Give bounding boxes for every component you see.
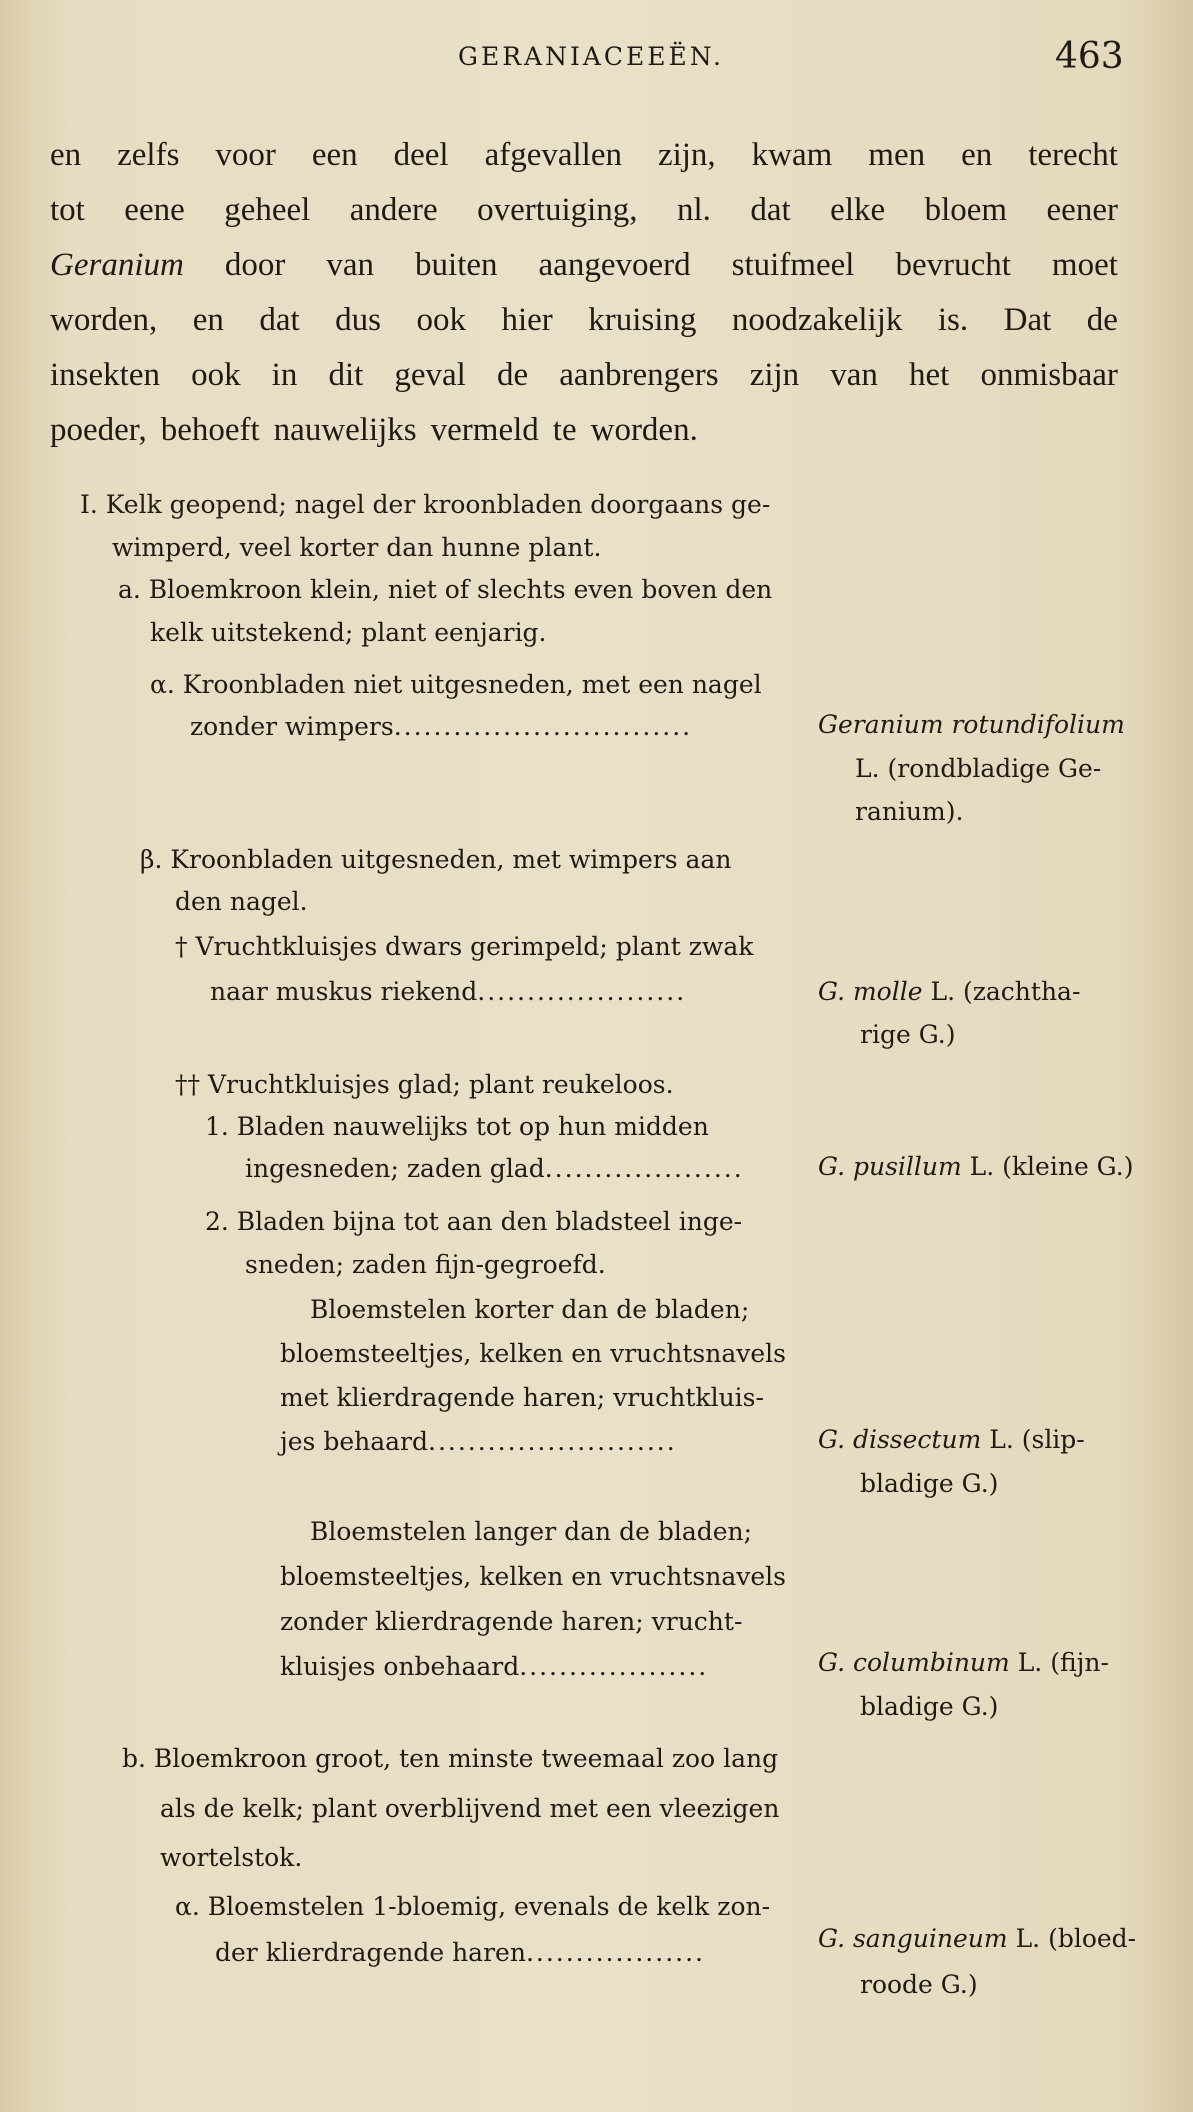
word: van	[326, 247, 375, 283]
key-double-dagger-line-1: †† Vruchtkluisjes glad; plant reukeloos.	[175, 1070, 674, 1099]
species-name: G. columbinum	[818, 1648, 1010, 1677]
word: door	[224, 247, 286, 283]
species-name: G. molle	[818, 977, 923, 1006]
word: de	[496, 357, 529, 393]
species-name: G. sanguineum	[818, 1924, 1008, 1953]
species-name: G. dissectum	[818, 1425, 982, 1454]
word: een	[311, 137, 358, 173]
species-columbinum	[818, 1646, 1109, 1680]
word: is.	[937, 302, 969, 338]
word: kruising	[588, 302, 697, 338]
key-text: jes behaard	[280, 1427, 428, 1456]
word: en	[192, 302, 224, 338]
species-rotundifolium-vernacular-1: L. (rondbladige Ge-	[855, 754, 1102, 783]
word: dit	[328, 357, 364, 393]
word: Dat	[1003, 302, 1052, 338]
word: zelfs	[117, 137, 180, 173]
word: buiten	[415, 247, 498, 283]
word: aangevoerd	[538, 247, 691, 283]
key-b-line-1: b. Bloemkroon groot, ten minste tweemaal zoo lang	[122, 1744, 779, 1773]
word: vermeld	[430, 412, 539, 448]
species-sanguineum-vernacular-2: roode G.)	[860, 1970, 978, 1999]
key-alpha-line-2	[190, 710, 692, 744]
key-a-line-1: a. Bloemkroon klein, niet of slechts even boven den	[118, 575, 773, 604]
key-beta-line-2: den nagel.	[175, 887, 308, 916]
word: dat	[750, 192, 791, 228]
species-molle	[818, 975, 1080, 1009]
word: en	[50, 137, 82, 173]
key-b-line-3: wortelstok.	[160, 1843, 303, 1872]
vernacular: L. (fijn-	[1017, 1648, 1109, 1677]
species-molle-vernacular-2: rige G.)	[860, 1020, 956, 1049]
word: nl.	[677, 192, 711, 228]
word: aanbrengers	[559, 357, 719, 393]
key-beta-line-1: β. Kroonbladen uitgesneden, met wimpers aan	[140, 845, 732, 874]
species-rotundifolium-vernacular-2: ranium).	[855, 797, 964, 826]
key-1-line-2	[245, 1152, 744, 1186]
key-2b-line-2: bloemsteeltjes, kelken en vruchtsnavels	[280, 1562, 787, 1591]
leader-dots: .........................	[428, 1427, 677, 1456]
word: insekten	[50, 357, 160, 393]
key-text: naar muskus riekend	[210, 977, 478, 1006]
word: afgevallen	[484, 137, 622, 173]
key-2b-line-1: Bloemstelen langer dan de bladen;	[310, 1517, 753, 1546]
word: dat	[259, 302, 300, 338]
word: en	[961, 137, 993, 173]
key-2a-line-1: Bloemstelen korter dan de bladen;	[310, 1295, 750, 1324]
key-2a-line-2: bloemsteeltjes, kelken en vruchtsnavels	[280, 1339, 787, 1368]
word: nauwelijks	[273, 412, 417, 448]
key-2b-line-3: zonder klierdragende haren; vrucht-	[280, 1607, 743, 1636]
species-columbinum-vernacular-2: bladige G.)	[860, 1692, 999, 1721]
word: worden,	[50, 302, 158, 338]
word: noodzakelijk	[731, 302, 903, 338]
word: geval	[394, 357, 466, 393]
key-2a-line-3: met klierdragende haren; vruchtkluis-	[280, 1383, 764, 1412]
key-b-alpha-line-2	[215, 1936, 705, 1970]
word: zijn,	[657, 137, 716, 173]
word: moet	[1051, 247, 1118, 283]
leader-dots: ...................	[519, 1652, 709, 1681]
word: onmisbaar	[980, 357, 1118, 393]
word: van	[830, 357, 878, 393]
word: eener	[1046, 192, 1118, 228]
species-name: Geranium rotundifolium	[818, 710, 1125, 739]
word: geheel	[224, 192, 311, 228]
leader-dots: ....................	[544, 1154, 744, 1183]
leader-dots: ..................	[525, 1938, 705, 1967]
vernacular: L. (bloed-	[1015, 1924, 1137, 1953]
word: ook	[191, 357, 241, 393]
word: poeder,	[50, 412, 147, 448]
key-1-line-1: 1. Bladen nauwelijks tot op hun midden	[205, 1112, 709, 1141]
key-2b-line-4	[280, 1650, 708, 1684]
word: de	[1086, 302, 1118, 338]
word: bevrucht	[895, 247, 1011, 283]
key-text: ingesneden; zaden glad	[245, 1154, 545, 1183]
key-text: kluisjes onbehaard	[280, 1652, 520, 1681]
key-b-line-2: als de kelk; plant overblijvend met een vleezigen	[160, 1794, 780, 1823]
word: overtuiging,	[477, 192, 638, 228]
leader-dots: ..............................	[393, 712, 693, 741]
species-dissectum-vernacular-2: bladige G.)	[860, 1469, 999, 1498]
word: tot	[50, 192, 85, 228]
word: terecht	[1028, 137, 1118, 173]
species-sanguineum	[818, 1922, 1136, 1956]
key-2a-line-4	[280, 1425, 677, 1459]
key-I-line-2: wimperd, veel korter dan hunne plant.	[112, 533, 602, 562]
species-pusillum	[818, 1150, 1133, 1184]
key-text: der klierdragende haren	[215, 1938, 526, 1967]
word: hier	[501, 302, 553, 338]
word: voor	[215, 137, 276, 173]
word: zijn	[749, 357, 800, 393]
species-name: G. pusillum	[818, 1152, 962, 1181]
key-b-alpha-line-1: α. Bloemstelen 1-bloemig, evenals de kelk zon-	[175, 1892, 771, 1921]
key-text: zonder wimpers	[190, 712, 394, 741]
key-I-line-1: I. Kelk geopend; nagel der kroonbladen doorgaans ge-	[80, 490, 771, 519]
page-number: 463	[1055, 36, 1124, 77]
word: kwam	[751, 137, 833, 173]
key-alpha-line-1: α. Kroonbladen niet uitgesneden, met een nagel	[150, 670, 762, 699]
word: bloem	[924, 192, 1008, 228]
key-dagger-line-2	[210, 975, 686, 1009]
vernacular: L. (zachtha-	[930, 977, 1081, 1006]
genus-name: Geranium	[50, 247, 184, 283]
vernacular: L. (kleine G.)	[969, 1152, 1134, 1181]
word: eene	[124, 192, 185, 228]
word: worden.	[590, 412, 698, 448]
word: te	[552, 412, 577, 448]
key-2-line-2: sneden; zaden fijn-gegroefd.	[245, 1250, 606, 1279]
key-2-line-1: 2. Bladen bijna tot aan den bladsteel inge-	[205, 1207, 743, 1236]
word: andere	[349, 192, 438, 228]
key-dagger-line-1: † Vruchtkluisjes dwars gerimpeld; plant zwak	[175, 932, 754, 961]
word: dus	[335, 302, 381, 338]
leader-dots: .....................	[477, 977, 687, 1006]
word: in	[271, 357, 298, 393]
word: het	[909, 357, 950, 393]
word: stuifmeel	[731, 247, 855, 283]
key-a-line-2: kelk uitstekend; plant eenjarig.	[150, 618, 547, 647]
species-rotundifolium	[818, 708, 1125, 742]
word: ook	[416, 302, 466, 338]
species-dissectum	[818, 1423, 1085, 1457]
word: behoeft	[160, 412, 260, 448]
word: deel	[393, 137, 449, 173]
vernacular: L. (slip-	[989, 1425, 1085, 1454]
word: men	[868, 137, 926, 173]
running-head: GERANIACEEËN.	[458, 42, 725, 71]
word: elke	[830, 192, 886, 228]
